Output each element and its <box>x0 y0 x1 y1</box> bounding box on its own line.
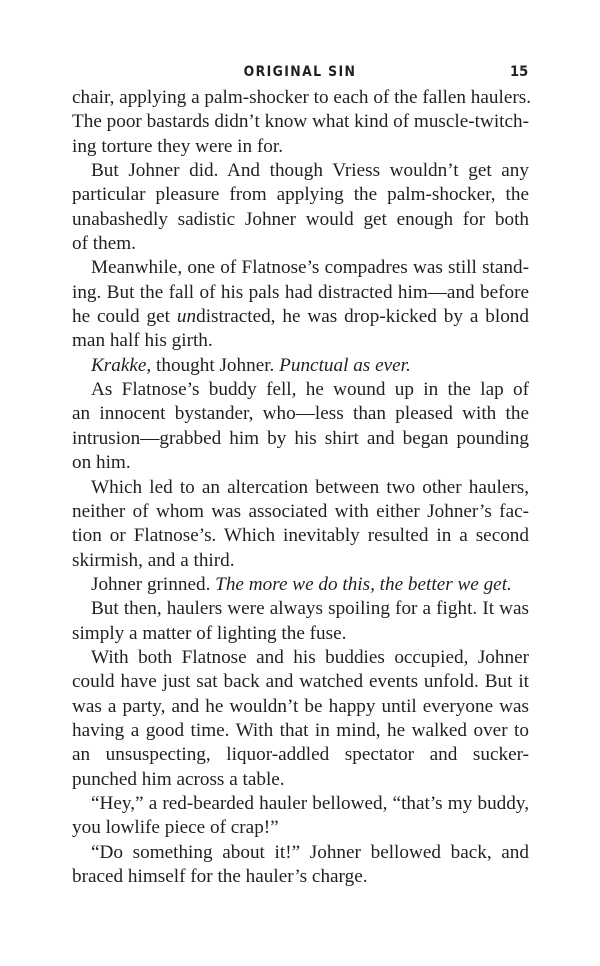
italic-run: un <box>176 306 197 328</box>
text-line <box>72 159 529 183</box>
text-line <box>72 86 532 110</box>
paragraph <box>72 256 529 353</box>
text-line <box>72 500 529 524</box>
text-run: was a party, and he wouldn’t be happy until everyone was <box>72 695 529 717</box>
text-run: skirmish, and a third. <box>72 549 235 571</box>
text-line <box>72 816 529 840</box>
body-text <box>72 86 532 889</box>
text-run: braced himself for the hauler’s charge. <box>72 866 368 887</box>
paragraph <box>72 597 529 646</box>
paragraph <box>72 476 529 573</box>
paragraph <box>72 573 529 597</box>
paragraph <box>72 159 529 256</box>
text-line <box>72 573 529 597</box>
text-run: intrusion—grabbed him by his shirt and began pounding <box>72 427 529 449</box>
text-run: of them. <box>72 233 136 255</box>
paragraph <box>72 354 529 378</box>
text-line <box>72 427 529 451</box>
text-line <box>72 768 529 792</box>
text-run: “Hey,” a red-bearded hauler bellowed, “that’s my buddy, <box>91 792 529 814</box>
paragraph <box>72 646 529 792</box>
text-line <box>72 841 529 865</box>
text-line <box>72 719 529 743</box>
text-line <box>72 305 529 329</box>
text-run: ing torture they were in for. <box>72 135 283 157</box>
text-run: unabashedly sadistic Johner would get enough for both <box>72 208 529 230</box>
italic-run: The more we do this, the better we get. <box>215 573 512 595</box>
text-run: man half his girth. <box>72 330 213 352</box>
text-run: Johner grinned. <box>91 573 216 595</box>
text-line <box>72 670 529 694</box>
paragraph <box>72 86 532 159</box>
italic-run: Krakke, <box>91 354 152 376</box>
text-line <box>72 622 529 646</box>
text-run: you lowlife piece of crap!” <box>72 817 279 839</box>
text-line <box>72 695 529 719</box>
text-line <box>72 378 529 402</box>
text-line <box>72 549 529 573</box>
italic-run: Punctual as ever. <box>279 354 411 376</box>
text-run: simply a matter of lighting the fuse. <box>72 622 347 644</box>
text-line <box>72 792 529 816</box>
text-run: chair, applying a palm-shocker to each of the fallen haulers. <box>72 87 532 108</box>
text-line <box>72 329 529 353</box>
text-line <box>72 256 529 280</box>
text-run: Which led to an altercation between two other haulers, <box>91 476 529 498</box>
text-run: The poor bastards didn’t know what kind of muscle-twitch- <box>72 111 529 133</box>
text-line <box>72 232 529 256</box>
text-run: punched him across a table. <box>72 768 285 790</box>
text-line <box>72 646 529 670</box>
text-run: neither of whom was associated with either Johner’s fac- <box>72 500 529 522</box>
text-run: “Do something about it!” Johner bellowed back, and <box>91 841 529 863</box>
text-run: particular pleasure from applying the palm-shocker, the <box>72 184 529 206</box>
text-line <box>72 135 529 159</box>
text-line <box>72 208 529 232</box>
text-line <box>72 865 529 889</box>
text-run: he could get <box>72 306 177 328</box>
text-line <box>72 597 529 621</box>
text-line <box>72 183 529 207</box>
paragraph <box>72 841 529 890</box>
text-run: tion or Flatnose’s. Which inevitably resulted in a second <box>72 525 529 547</box>
text-run: With both Flatnose and his buddies occupied, Johner <box>91 646 529 668</box>
text-line <box>72 110 529 134</box>
text-run: on him. <box>72 452 131 474</box>
text-run: distracted, he was drop-kicked by a blond <box>196 306 529 328</box>
text-line <box>72 281 529 305</box>
text-run: an innocent bystander, who—less than pleased with the <box>72 403 529 425</box>
text-run: having a good time. With that in mind, he walked over to <box>72 719 529 741</box>
page-number: 15 <box>509 64 528 80</box>
text-line <box>72 743 529 767</box>
text-run: could have just sat back and watched events unfold. But it <box>72 671 529 693</box>
text-line <box>72 354 529 378</box>
text-run: Meanwhile, one of Flatnose’s compadres was still stand- <box>91 257 529 279</box>
text-line <box>72 524 529 548</box>
paragraph <box>72 378 529 475</box>
text-line <box>72 476 529 500</box>
text-run: But Johner did. And though Vriess wouldn’t get any <box>91 160 529 182</box>
paragraph <box>72 792 529 841</box>
text-run: an unsuspecting, liquor-addled spectator and sucker- <box>72 744 529 766</box>
text-line <box>72 451 529 475</box>
text-run: thought Johner. <box>151 354 280 376</box>
text-run: ing. But the fall of his pals had distracted him—and before <box>72 281 529 303</box>
text-run: But then, haulers were always spoiling for a fight. It was <box>91 598 529 620</box>
text-line <box>72 402 529 426</box>
running-head <box>72 64 528 86</box>
running-title: ORIGINAL SIN <box>243 64 357 80</box>
text-run: As Flatnose’s buddy fell, he wound up in the lap of <box>91 379 529 401</box>
